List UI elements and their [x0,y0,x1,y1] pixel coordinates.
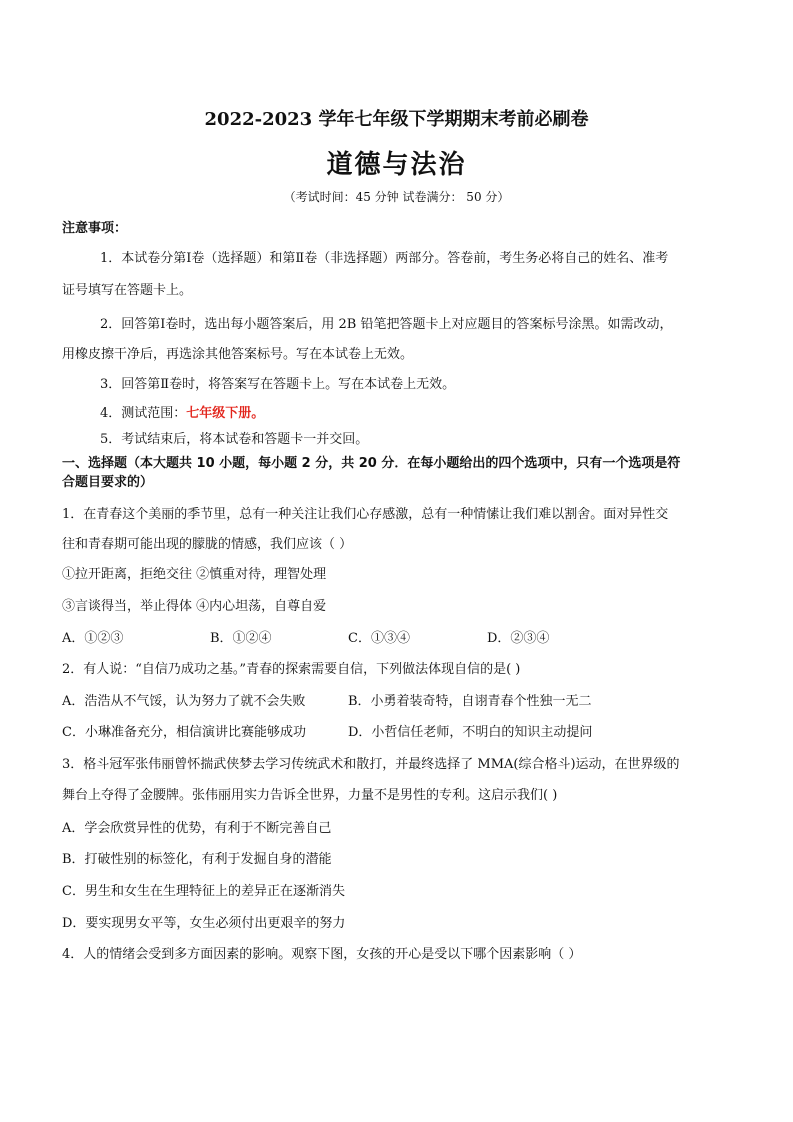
question-1-option-c[interactable]: C．①③④ [348,631,410,646]
question-1-option-b[interactable]: B．①②④ [210,631,272,646]
test-range: 七年级下册。 [186,406,265,421]
question-2-stem: 2．有人说：“自信乃成功之基。”青春的探索需要自信，下列做法体现自信的是( ) [62,662,521,677]
question-2-option-b[interactable]: B．小勇着装奇特，自诩青春个性独一无二 [348,694,592,709]
question-1-option-d[interactable]: D．②③④ [487,631,550,646]
notice-item-4-prefix: 4．测试范围： [100,406,187,421]
question-1-option-a[interactable]: A．①②③ [62,631,124,646]
section-1-heading: 一、选择题（本大题共 10 小题，每小题 2 分，共 20 分．在每小题给出的四个选项中，只有一个选项是符 [62,456,681,471]
notice-item-5: 5．考试结束后，将本试卷和答题卡一并交回。 [100,432,369,447]
question-3-option-a[interactable]: A．学会欣赏异性的优势，有利于不断完善自己 [62,821,332,836]
section-1-heading-cont: 合题目要求的） [62,475,154,490]
question-2-option-c[interactable]: C．小琳准备充分，相信演讲比赛能够成功 [62,725,306,740]
question-3-option-b[interactable]: B．打破性别的标签化，有利于发掘自身的潜能 [62,852,332,867]
question-3-option-d[interactable]: D．要实现男女平等，女生必须付出更艰辛的努力 [62,916,346,931]
notice-heading: 注意事项： [62,221,128,236]
question-2-option-a[interactable]: A．浩浩从不气馁，认为努力了就不会失败 [62,694,306,709]
question-4-stem: 4．人的情绪会受到多方面因素的影响。观察下图，女孩的开心是受以下哪个因素影响（ ） [62,947,582,962]
question-1-statements-2: ③言谈得当，举止得体 ④内心坦荡，自尊自爱 [62,599,327,614]
notice-item-2: 2．回答第Ⅰ卷时，选出每小题答案后，用 2B 铅笔把答题卡上对应题目的答案标号涂黑。如需改动， [100,317,673,332]
question-1-stem-cont: 往和青春期可能出现的朦胧的情感，我们应该（ ） [62,537,353,552]
question-1-stem: 1．在青春这个美丽的季节里，总有一种关注让我们心存感激，总有一种情愫让我们难以割舍。面对异性交 [62,507,669,522]
subject-title: 道德与法治 [326,150,467,180]
question-3-stem: 3．格斗冠军张伟丽曾怀揣武侠梦去学习传统武术和散打，并最终选择了 MMA(综合格斗)运动，在世界级的 [62,757,680,772]
question-3-stem-cont: 舞台上夺得了金腰牌。张伟丽用实力告诉全世界，力量不是男性的专利。这启示我们( ) [62,788,558,803]
notice-item-4 [100,405,264,423]
question-2-option-d[interactable]: D．小哲信任老师，不明白的知识主动提问 [348,725,593,740]
notice-item-3: 3．回答第Ⅱ卷时，将答案写在答题卡上。写在本试卷上无效。 [100,377,456,392]
notice-item-2-cont: 用橡皮擦干净后，再选涂其他答案标号。写在本试卷上无效。 [62,347,414,362]
question-3-option-c[interactable]: C．男生和女生在生理特征上的差异正在逐渐消失 [62,884,345,899]
notice-item-1-cont: 证号填写在答题卡上。 [62,283,193,298]
exam-title: 2022-2023 学年七年级下学期期末考前必刷卷 [204,109,589,130]
question-1-statements-1: ①拉开距离，拒绝交往 ②慎重对待，理智处理 [62,567,327,582]
notice-item-1: 1．本试卷分第Ⅰ卷（选择题）和第Ⅱ卷（非选择题）两部分。答卷前，考生务必将自己的姓名、准考 [100,251,669,266]
exam-info: （考试时间：45 分钟 试卷满分： 50 分） [283,190,510,204]
